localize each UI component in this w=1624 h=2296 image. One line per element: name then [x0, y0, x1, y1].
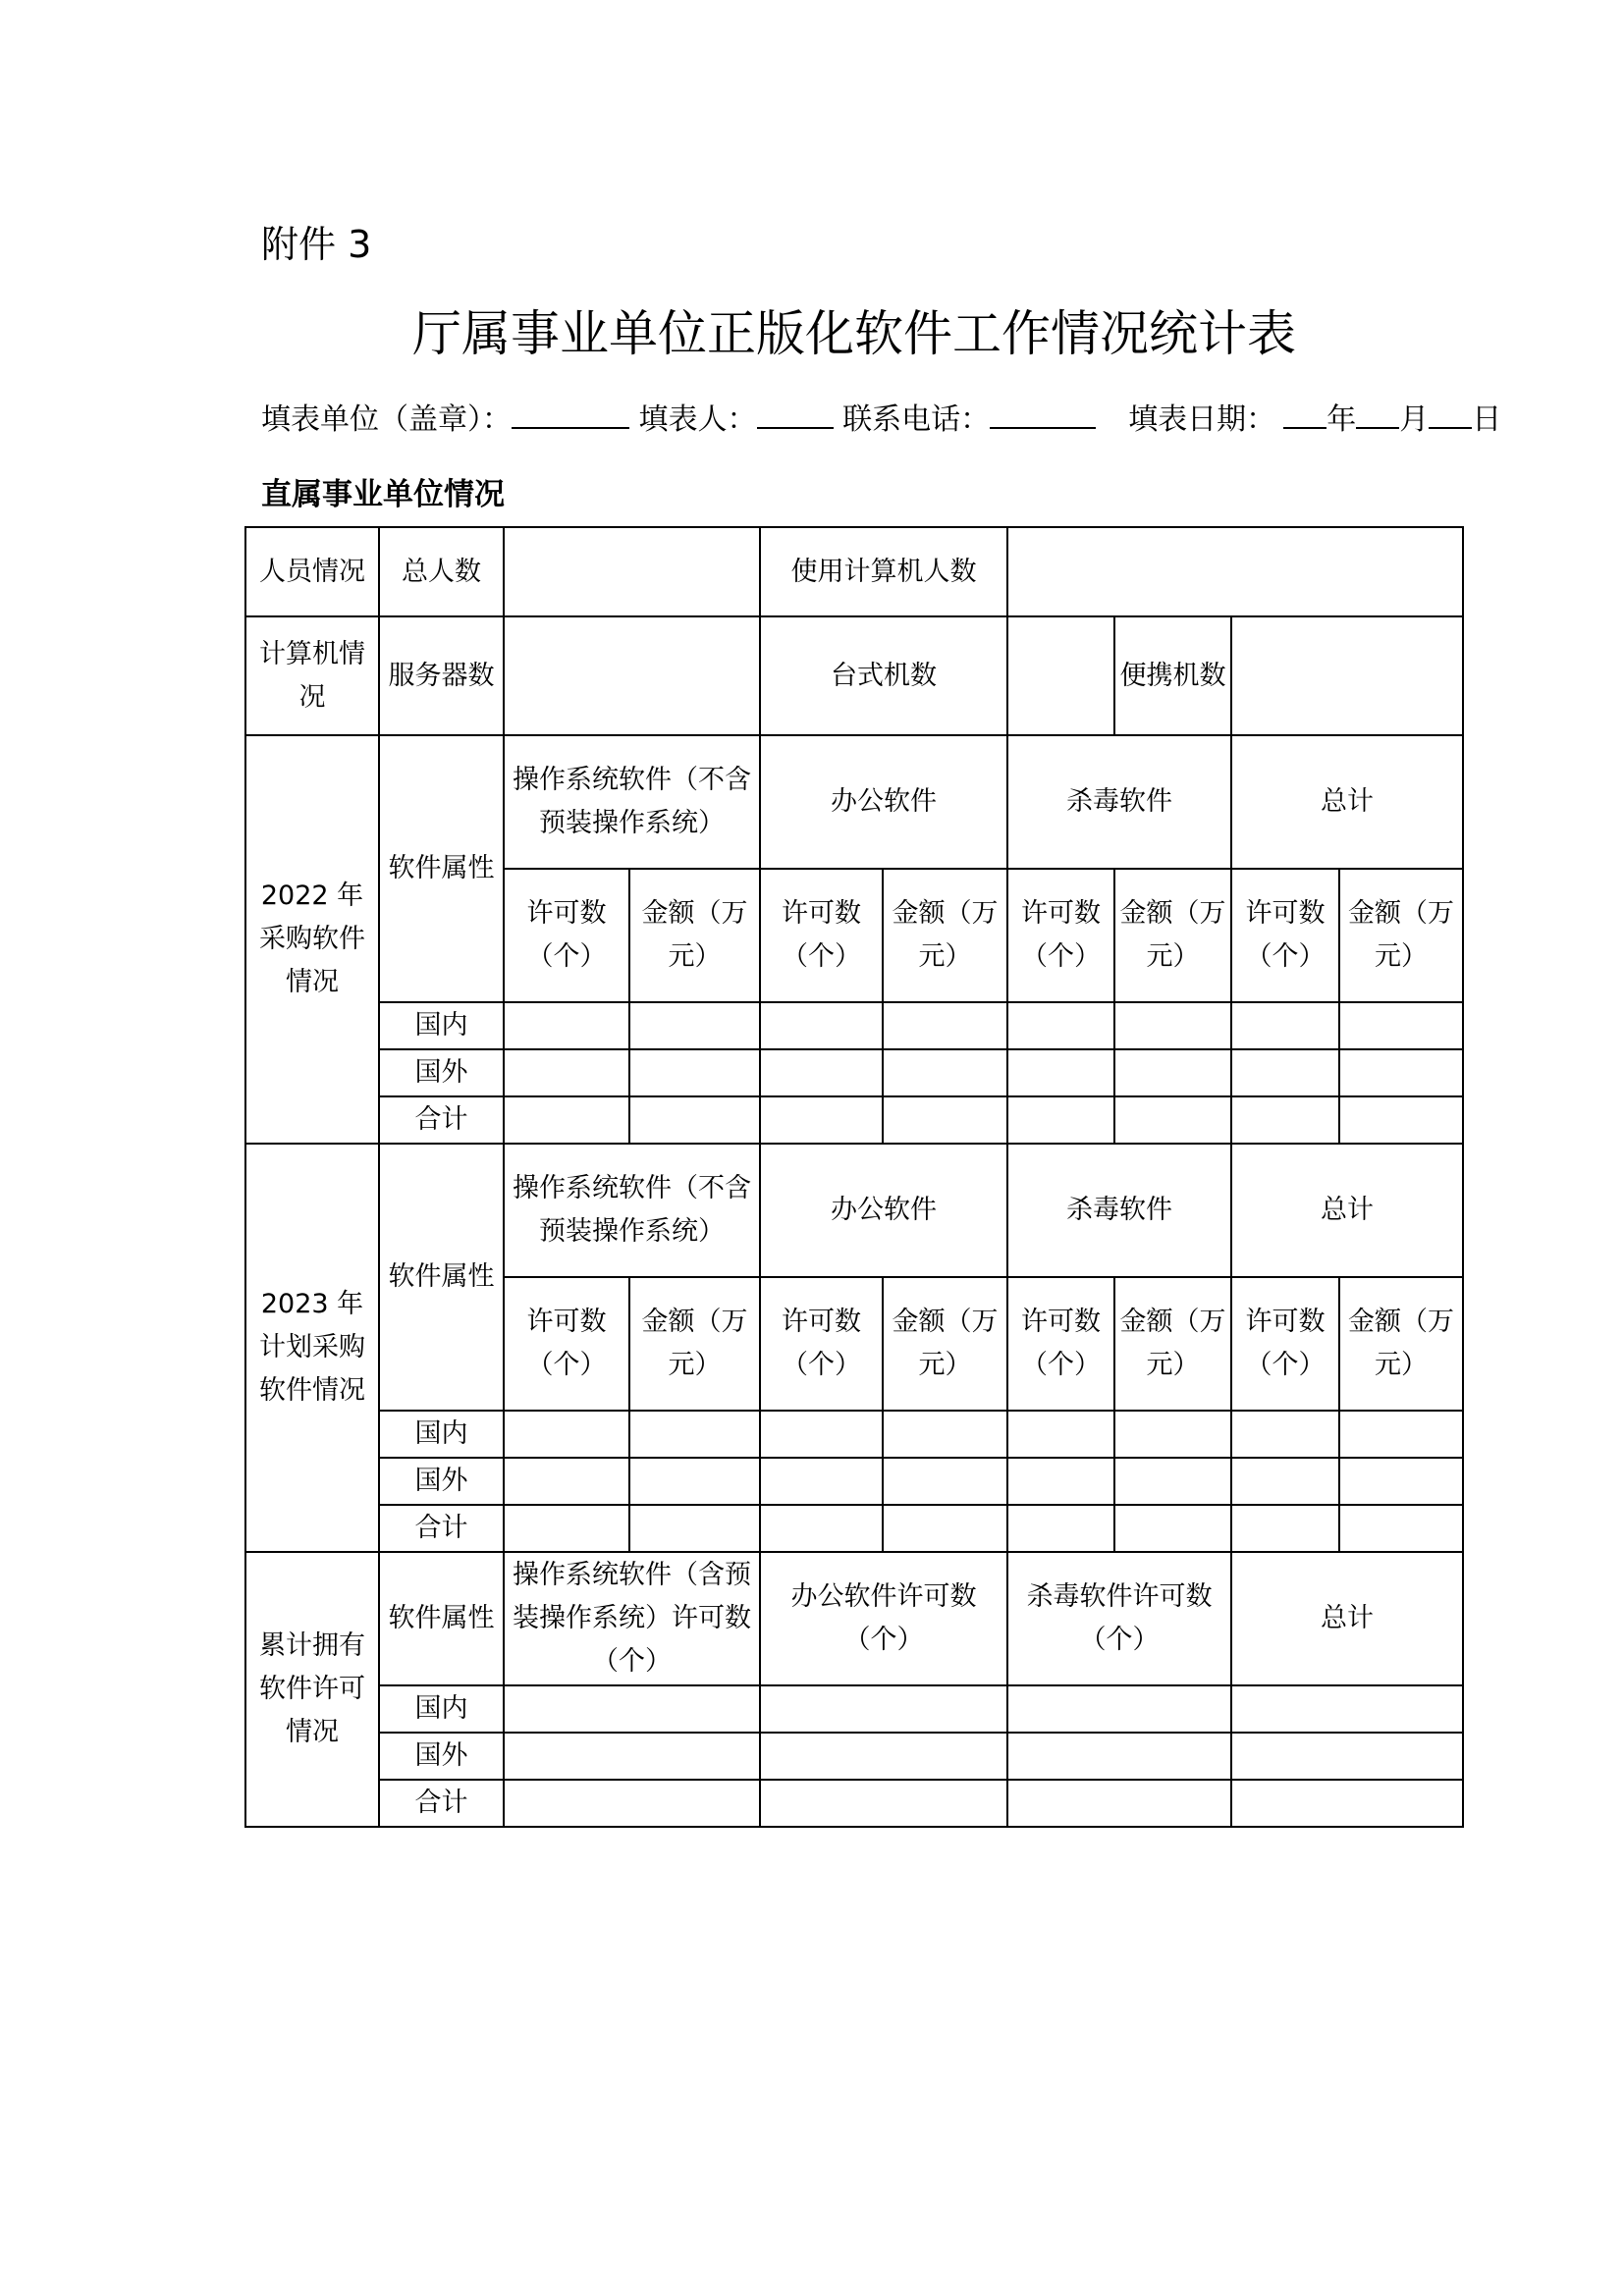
section-heading: 直属事业单位情况: [261, 477, 505, 512]
filler-blank[interactable]: [757, 403, 834, 429]
data-cell[interactable]: [760, 1096, 883, 1144]
amount-header: 金额（万元）: [883, 1277, 1007, 1411]
year-blank[interactable]: [1283, 403, 1326, 429]
phone-blank[interactable]: [990, 403, 1096, 429]
data-cell[interactable]: [629, 1458, 760, 1505]
data-cell[interactable]: [504, 1780, 760, 1827]
data-cell[interactable]: [1231, 1096, 1339, 1144]
computer-users-input[interactable]: [1007, 527, 1463, 616]
data-cell[interactable]: [629, 1411, 760, 1458]
domestic-label: 国内: [379, 1411, 504, 1458]
year-label: 年: [1326, 402, 1357, 437]
data-cell[interactable]: [760, 1685, 1007, 1733]
office-software-header: 办公软件: [760, 1144, 1007, 1277]
antivirus-license-header: 杀毒软件许可数（个）: [1007, 1552, 1231, 1685]
data-cell[interactable]: [1114, 1002, 1231, 1049]
data-cell[interactable]: [760, 1049, 883, 1096]
unit-blank[interactable]: [512, 403, 629, 429]
amount-header: 金额（万元）: [1339, 869, 1463, 1002]
servers-input[interactable]: [504, 616, 760, 735]
amount-header: 金额（万元）: [883, 869, 1007, 1002]
data-cell[interactable]: [1231, 1458, 1339, 1505]
amount-header: 金额（万元）: [1114, 869, 1231, 1002]
data-cell[interactable]: [760, 1780, 1007, 1827]
data-cell[interactable]: [1231, 1780, 1463, 1827]
license-count-header: 许可数（个）: [1007, 869, 1114, 1002]
software-attr-label: 软件属性: [379, 735, 504, 1002]
data-cell[interactable]: [1339, 1505, 1463, 1552]
domestic-label: 国内: [379, 1002, 504, 1049]
amount-header: 金额（万元）: [1339, 1277, 1463, 1411]
block-2023-label: 2023 年计划采购软件情况: [245, 1144, 379, 1552]
form-fields-row: [261, 395, 1501, 438]
data-cell[interactable]: [1339, 1049, 1463, 1096]
unit-label: 填表单位（盖章）：: [261, 402, 512, 437]
office-license-header: 办公软件许可数（个）: [760, 1552, 1007, 1685]
data-cell[interactable]: [760, 1733, 1007, 1780]
data-cell[interactable]: [504, 1096, 629, 1144]
data-cell[interactable]: [629, 1002, 760, 1049]
block-2022-label: 2022 年采购软件情况: [245, 735, 379, 1144]
data-cell[interactable]: [504, 1733, 760, 1780]
data-cell[interactable]: [883, 1411, 1007, 1458]
attachment-label: 附件 3: [261, 223, 372, 266]
antivirus-software-header: 杀毒软件: [1007, 735, 1231, 869]
software-attr-label: 软件属性: [379, 1144, 504, 1411]
day-label: 日: [1472, 402, 1502, 437]
data-cell[interactable]: [883, 1049, 1007, 1096]
foreign-label: 国外: [379, 1458, 504, 1505]
day-blank[interactable]: [1429, 403, 1472, 429]
month-label: 月: [1399, 402, 1430, 437]
data-cell[interactable]: [1231, 1505, 1339, 1552]
desktops-label: 台式机数: [760, 616, 1007, 735]
antivirus-software-header: 杀毒软件: [1007, 1144, 1231, 1277]
office-software-header: 办公软件: [760, 735, 1007, 869]
data-cell[interactable]: [1007, 1505, 1114, 1552]
data-cell[interactable]: [1007, 1096, 1114, 1144]
data-cell[interactable]: [760, 1458, 883, 1505]
data-cell[interactable]: [629, 1049, 760, 1096]
data-cell[interactable]: [1007, 1458, 1114, 1505]
amount-header: 金额（万元）: [629, 1277, 760, 1411]
foreign-label: 国外: [379, 1733, 504, 1780]
data-cell[interactable]: [504, 1458, 629, 1505]
license-count-header: 许可数（个）: [504, 1277, 629, 1411]
data-cell[interactable]: [883, 1002, 1007, 1049]
data-cell[interactable]: [1339, 1096, 1463, 1144]
data-cell[interactable]: [1231, 1733, 1463, 1780]
data-cell[interactable]: [504, 1505, 629, 1552]
domestic-label: 国内: [379, 1685, 504, 1733]
data-cell[interactable]: [883, 1096, 1007, 1144]
date-label: 填表日期：: [1128, 402, 1276, 437]
total-people-input[interactable]: [504, 527, 760, 616]
data-cell[interactable]: [1114, 1096, 1231, 1144]
data-cell[interactable]: [1114, 1049, 1231, 1096]
data-cell[interactable]: [1339, 1411, 1463, 1458]
computer-users-label: 使用计算机人数: [760, 527, 1007, 616]
filler-label: 填表人：: [638, 402, 757, 437]
subtotal-label: 合计: [379, 1096, 504, 1144]
subtotal-label: 合计: [379, 1505, 504, 1552]
statistics-table: [244, 526, 1464, 1828]
data-cell[interactable]: [504, 1685, 760, 1733]
data-cell[interactable]: [1231, 1002, 1339, 1049]
license-count-header: 许可数（个）: [760, 1277, 883, 1411]
data-cell[interactable]: [1231, 1411, 1339, 1458]
data-cell[interactable]: [1231, 1685, 1463, 1733]
data-cell[interactable]: [504, 1411, 629, 1458]
month-blank[interactable]: [1356, 403, 1399, 429]
subtotal-label: 合计: [379, 1780, 504, 1827]
os-software-header: 操作系统软件（不含预装操作系统）: [504, 1144, 760, 1277]
license-count-header: 许可数（个）: [504, 869, 629, 1002]
os-software-header: 操作系统软件（不含预装操作系统）: [504, 735, 760, 869]
amount-header: 金额（万元）: [1114, 1277, 1231, 1411]
data-cell[interactable]: [1339, 1002, 1463, 1049]
total-header: 总计: [1231, 1144, 1463, 1277]
data-cell[interactable]: [760, 1411, 883, 1458]
computers-label: 计算机情况: [245, 616, 379, 735]
os-software-incl-header: 操作系统软件（含预装操作系统）许可数（个）: [504, 1552, 760, 1685]
data-cell[interactable]: [504, 1049, 629, 1096]
license-count-header: 许可数（个）: [1007, 1277, 1114, 1411]
data-cell[interactable]: [1007, 1685, 1231, 1733]
data-cell[interactable]: [883, 1458, 1007, 1505]
amount-header: 金额（万元）: [629, 869, 760, 1002]
laptops-input[interactable]: [1231, 616, 1463, 735]
data-cell[interactable]: [1007, 1411, 1114, 1458]
servers-label: 服务器数: [379, 616, 504, 735]
license-count-header: 许可数（个）: [760, 869, 883, 1002]
data-cell[interactable]: [629, 1505, 760, 1552]
total-header: 总计: [1231, 735, 1463, 869]
data-cell[interactable]: [883, 1505, 1007, 1552]
data-cell[interactable]: [760, 1505, 883, 1552]
data-cell[interactable]: [504, 1002, 629, 1049]
data-cell[interactable]: [1339, 1458, 1463, 1505]
data-cell[interactable]: [1007, 1049, 1114, 1096]
data-cell[interactable]: [1114, 1505, 1231, 1552]
total-people-label: 总人数: [379, 527, 504, 616]
desktops-input[interactable]: [1007, 616, 1114, 735]
license-count-header: 许可数（个）: [1231, 1277, 1339, 1411]
license-count-header: 许可数（个）: [1231, 869, 1339, 1002]
block-cumulative-label: 累计拥有软件许可情况: [245, 1552, 379, 1827]
foreign-label: 国外: [379, 1049, 504, 1096]
personnel-label: 人员情况: [245, 527, 379, 616]
data-cell[interactable]: [1007, 1733, 1231, 1780]
data-cell[interactable]: [1007, 1780, 1231, 1827]
phone-label: 联系电话：: [842, 402, 991, 437]
data-cell[interactable]: [1114, 1411, 1231, 1458]
total-header: 总计: [1231, 1552, 1463, 1685]
page-title: 厅属事业单位正版化软件工作情况统计表: [412, 305, 1296, 362]
data-cell[interactable]: [629, 1096, 760, 1144]
laptops-label: 便携机数: [1114, 616, 1231, 735]
data-cell[interactable]: [1231, 1049, 1339, 1096]
data-cell[interactable]: [760, 1002, 883, 1049]
data-cell[interactable]: [1114, 1458, 1231, 1505]
software-attr-label: 软件属性: [379, 1552, 504, 1685]
data-cell[interactable]: [1007, 1002, 1114, 1049]
